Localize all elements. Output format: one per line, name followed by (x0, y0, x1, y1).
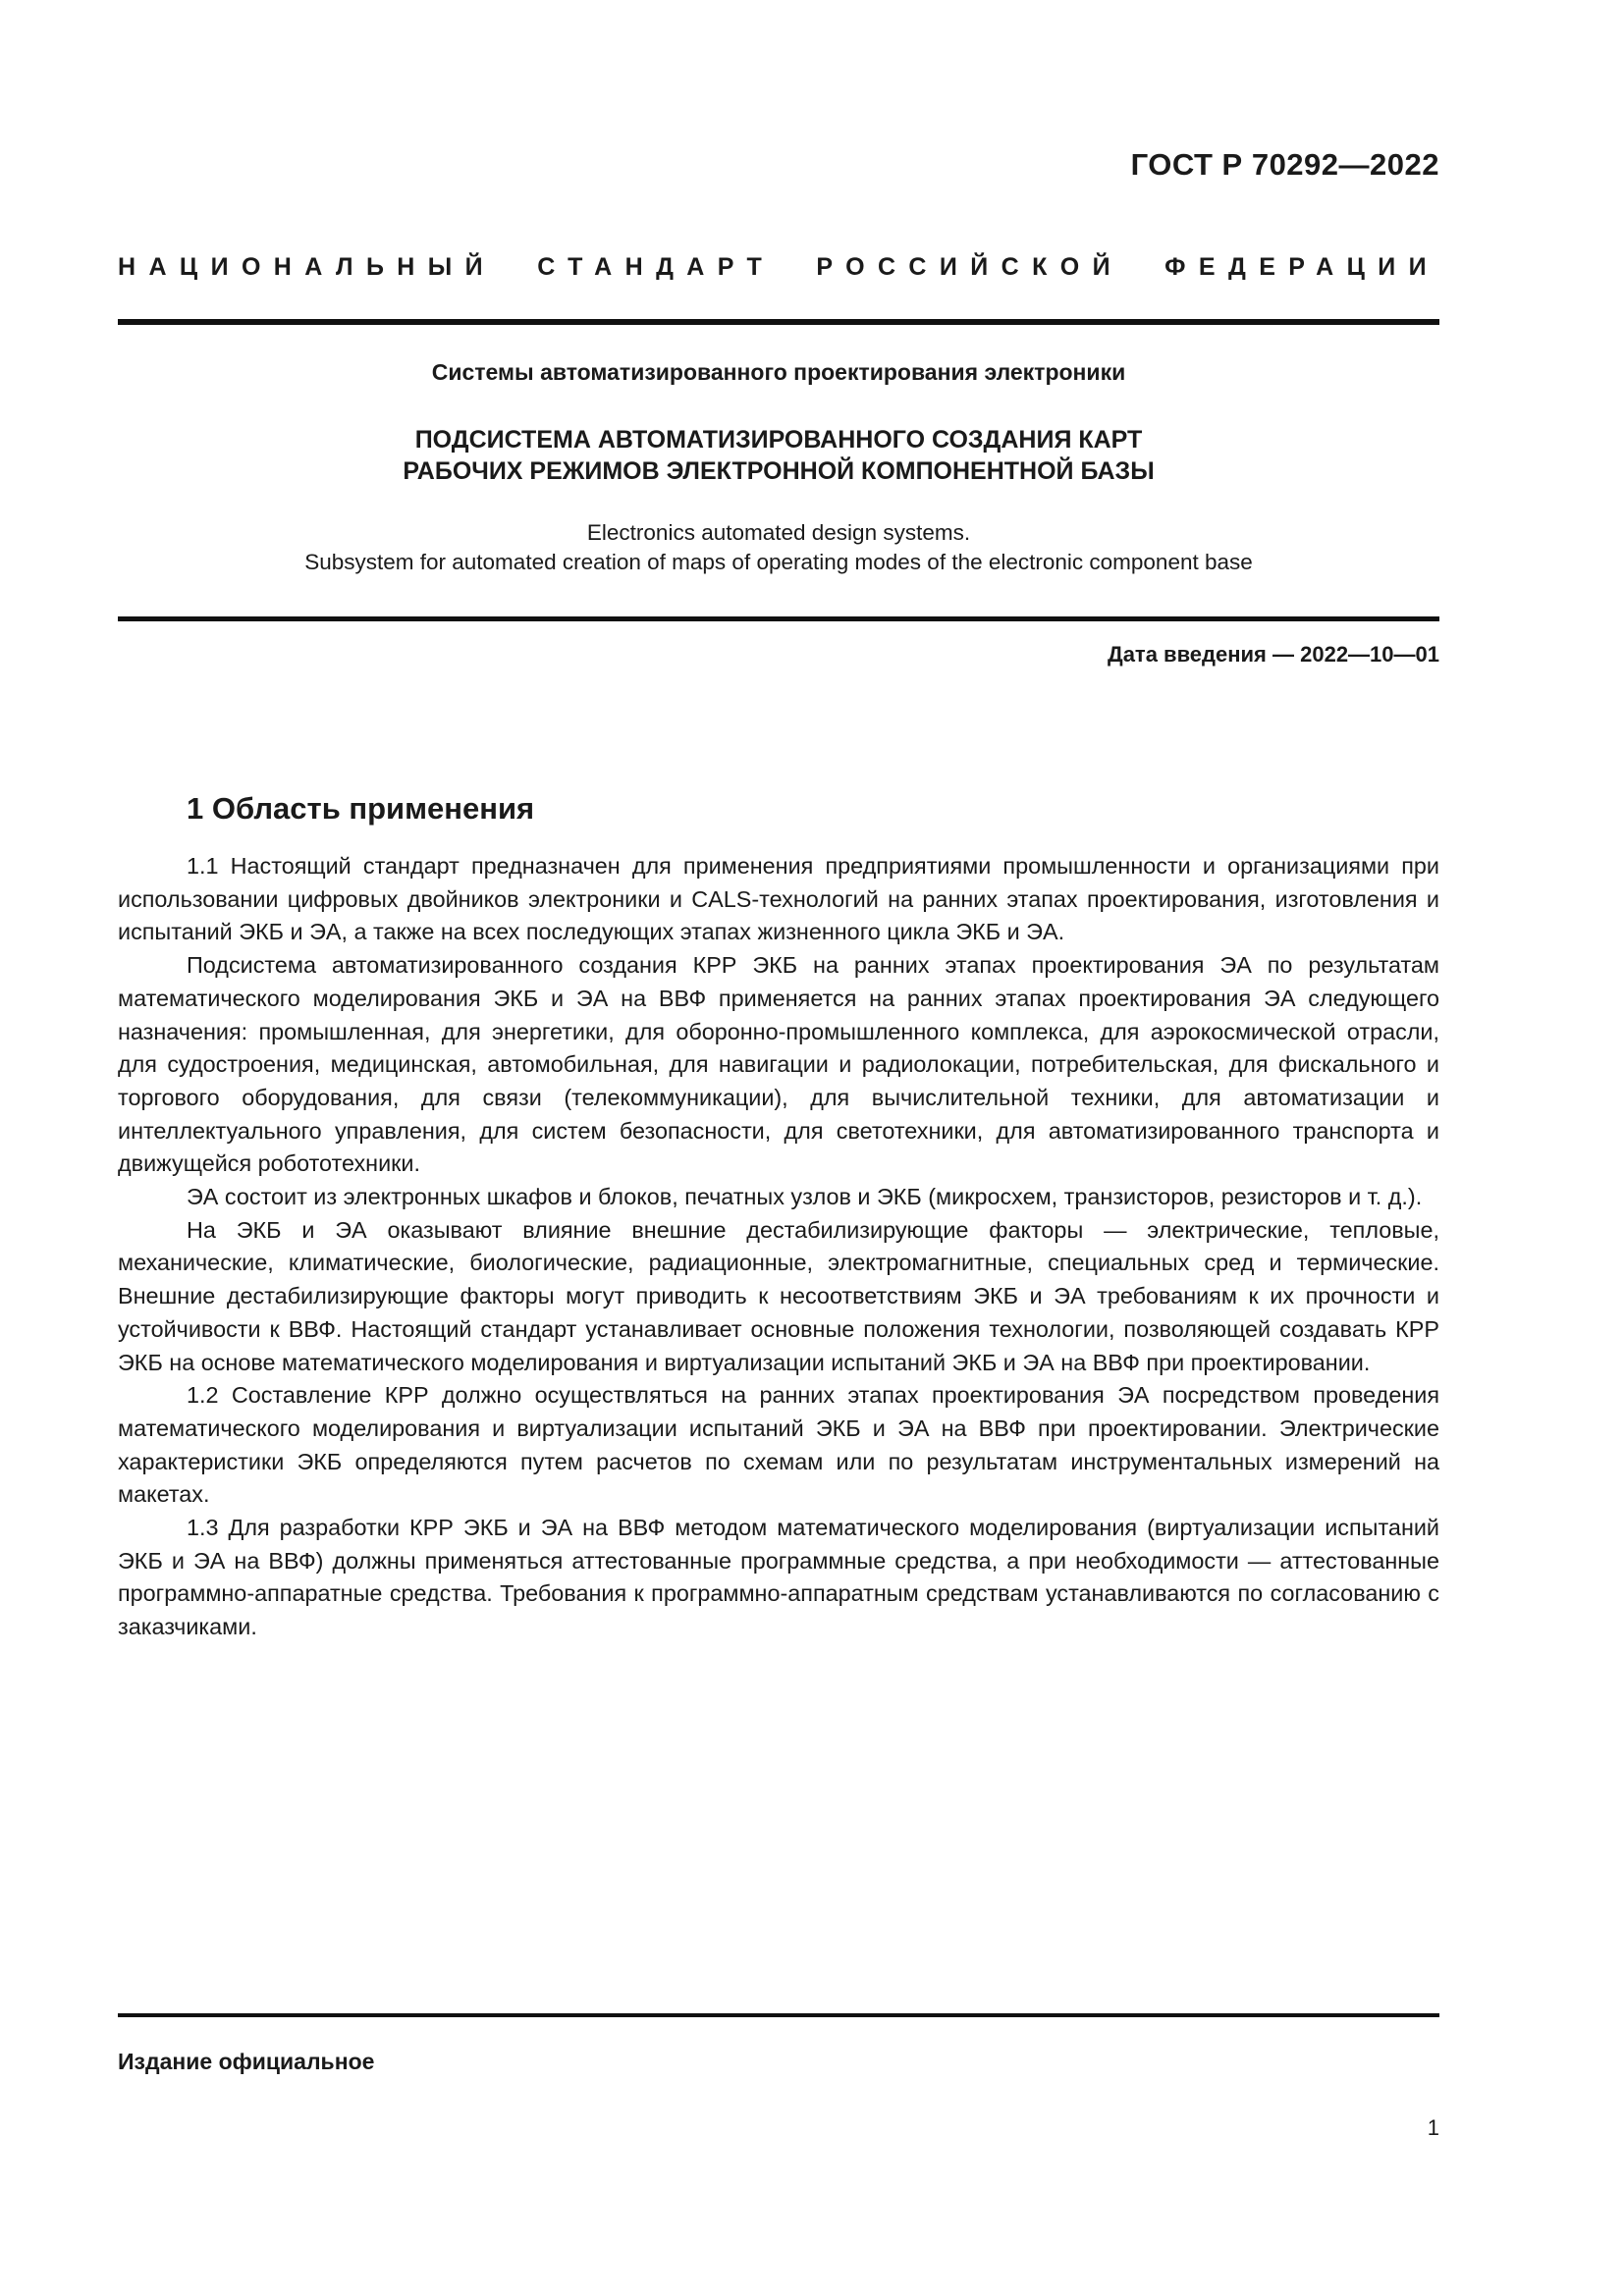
paragraph-ea-composition: ЭА состоит из электронных шкафов и блоков, печатных узлов и ЭКБ (микросхем, транзисторов, резисторов и т. д.). (187, 1184, 1423, 1210)
paragraph-1-2: 1.2 Составление КРР должно осуществляться на ранних этапах проектирования ЭА посредством проведения математического моделирования и виртуализации испытаний ЭКБ и ЭА на ВВФ при проектировании. Электрические характеристики ЭКБ определяются путем расчетов по схемам или по результатам инструментальных измерений на макетах. (118, 1382, 1439, 1508)
main-title-line-1: ПОДСИСТЕМА АВТОМАТИЗИРОВАННОГО СОЗДАНИЯ КАРТ (414, 426, 1143, 454)
system-title: Системы автоматизированного проектирования электроники (431, 359, 1126, 385)
main-title (118, 424, 1439, 487)
main-title-line-2: РАБОЧИХ РЕЖИМОВ ЭЛЕКТРОННОЙ КОМПОНЕНТНОЙ БАЗЫ (403, 457, 1155, 485)
english-title-line-2: Subsystem for automated creation of maps of operating modes of the electronic component base (304, 550, 1253, 574)
section-heading: 1 Область применения (187, 791, 535, 826)
page-number: 1 (1427, 2115, 1439, 2140)
paragraph-external-factors: На ЭКБ и ЭА оказывают влияние внешние дестабилизирующие факторы — электрические, тепловые, механические, климатические, биологические, радиационные, электромагнитные, специальных сред и термические. Внешние дестабилизирующие факторы могут приводить к несоответствиям ЭКБ и ЭА требованиям к их прочности и устойчивости к ВВФ. Настоящий стандарт устанавливает основные положения технологии, позволяющей создавать КРР ЭКБ на основе математического моделирования и виртуализации испытаний ЭКБ и ЭА на ВВФ при проектировании. (118, 1216, 1439, 1375)
paragraph-1-1: 1.1 Настоящий стандарт предназначен для применения предприятиями промышленности и организациями при использовании цифровых двойников электроники и CALS-технологий на ранних этапах проектирования, изготовления и испытаний ЭКБ и ЭА, а также на всех последующих этапах жизненного цикла ЭКБ и ЭА. (118, 853, 1439, 945)
section-body (118, 850, 1439, 1644)
introduction-date: Дата введения — 2022—10—01 (1108, 642, 1439, 667)
official-edition-label: Издание официальное (118, 2049, 375, 2074)
english-title-line-1: Electronics automated design systems. (586, 520, 971, 545)
national-standard-title: НАЦИОНАЛЬНЫЙ СТАНДАРТ РОССИЙСКОЙ ФЕДЕРАЦИИ (118, 253, 1439, 281)
top-divider (118, 319, 1439, 325)
document-number: ГОСТ Р 70292—2022 (1130, 147, 1439, 182)
english-title (118, 518, 1439, 577)
footer-divider (118, 2013, 1439, 2017)
paragraph-subsystem: Подсистема автоматизированного создания КРР ЭКБ на ранних этапах проектирования ЭА по результатам математического моделирования ЭКБ и ЭА на ВВФ применяется на ранних этапах проектирования ЭА следующего назначения: промышленная, для энергетики, для оборонно-промышленного комплекса, для аэрокосмической отрасли, для судостроения, медицинская, автомобильная, для навигации и радиолокации, потребительская, для фискального и торгового оборудования, для связи (телекоммуникации), для вычислительной техники, для автоматизации и интеллектуального управления, для систем безопасности, для светотехники, для автоматизированного транспорта и движущейся робототехники. (118, 952, 1439, 1177)
paragraph-1-3: 1.3 Для разработки КРР ЭКБ и ЭА на ВВФ методом математического моделирования (виртуализации испытаний ЭКБ и ЭА на ВВФ) должны применяться аттестованные программные средства, а при необходимости — аттестованные программно-аппаратные средства. Требования к программно-аппаратным средствам устанавливаются по согласованию с заказчиками. (118, 1515, 1439, 1640)
title-divider (118, 616, 1439, 621)
